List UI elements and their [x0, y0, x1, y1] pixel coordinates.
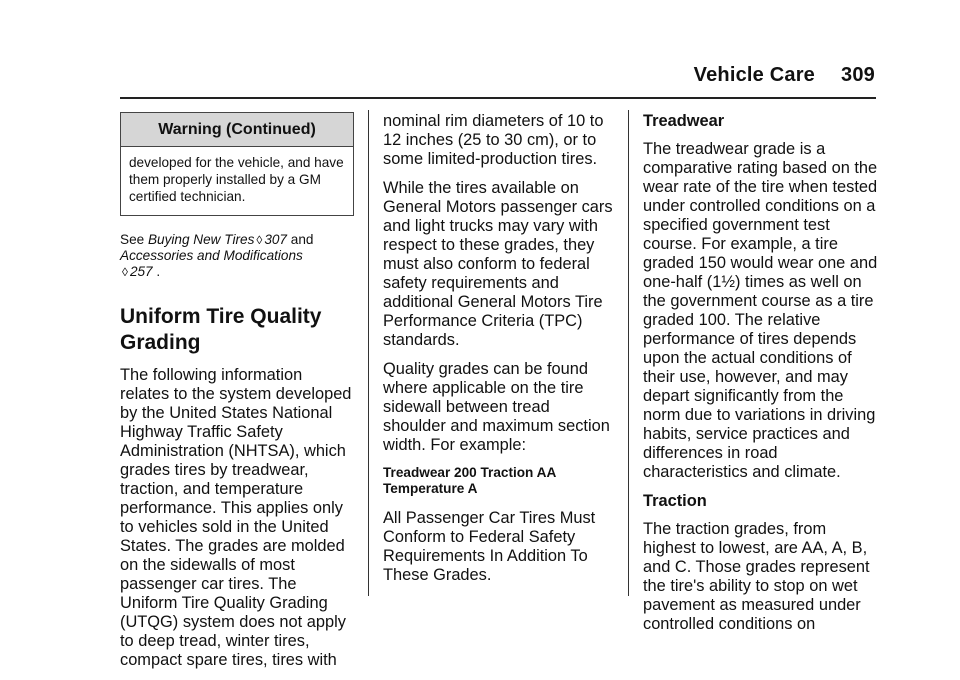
running-head — [694, 64, 875, 87]
column-1 — [120, 112, 354, 680]
section-heading-utqg: Uniform Tire Quality Grading — [120, 305, 322, 354]
paragraph-traction: The traction grades, from highest to lowest, are AA, A, B, and C. Those grades represent the tire's ability to stop on wet pavement as measured under controlled conditions on — [643, 520, 870, 633]
paragraph-utqg-intro: The following information relates to the system developed by the United States National Highway Traffic Safety Administration (NHTSA), which grades tires by treadwear, traction, and temperature performance. This applies only to vehicles sold in the United States. The grades are molded on the sidewalls of most passenger car tires. The Uniform Tire Quality Grading (UTQG) system does not apply to deep tread, winter tires, compact spare tires, tires with — [120, 366, 352, 669]
xref-end: . — [152, 264, 161, 279]
header-divider — [120, 97, 876, 99]
example-grade-text: Treadwear 200 Traction AA Temperature A — [383, 465, 556, 496]
paragraph-rim-diameters: nominal rim diameters of 10 to 12 inches (25 to 30 cm), or to some limited-production tires. — [383, 112, 604, 168]
xref-see: See — [120, 232, 148, 247]
page-reference-arrow-icon: ◊ — [256, 233, 263, 247]
xref-page-2[interactable]: 257 — [129, 264, 153, 279]
xref-link-accessories[interactable]: Accessories and Modifications — [120, 248, 303, 263]
section-title: Vehicle Care — [693, 64, 816, 86]
column-divider-1 — [368, 110, 369, 596]
column-3 — [643, 112, 879, 644]
xref-link-buying-new-tires[interactable]: Buying New Tires — [147, 232, 255, 247]
subheading-traction: Traction — [643, 492, 707, 510]
page-header — [0, 0, 960, 100]
page-number: 309 — [841, 64, 875, 86]
subheading-treadwear: Treadwear — [643, 112, 725, 130]
xref-and: and — [287, 232, 314, 247]
warning-title: Warning (Continued) — [121, 113, 353, 147]
cross-reference — [120, 232, 354, 280]
warning-box — [120, 112, 354, 216]
paragraph-quality-grades: Quality grades can be found where applicable on the tire sidewall between tread shoulder and maximum section width. For example: — [383, 360, 610, 454]
paragraph-conform-notice: All Passenger Car Tires Must Conform to Federal Safety Requirements In Addition To These Grades. — [383, 509, 596, 584]
column-divider-2 — [628, 110, 629, 596]
paragraph-treadwear: The treadwear grade is a comparative rating based on the wear rate of the tire when tested under controlled conditions on a specified government test course. For example, a tire graded 150 would wear one and one-half (1½) times as well on the government course as a tire graded 100. The relative performance of tires depends upon the actual conditions of their use, however, and may depart significantly from the norm due to variations in driving habits, service practices and differences in road characteristics and climate. — [643, 140, 878, 481]
xref-page-1[interactable]: 307 — [264, 232, 287, 247]
column-2 — [383, 112, 613, 595]
paragraph-gm-tires: While the tires available on General Motors passenger cars and light trucks may vary with respect to these grades, they must also conform to federal safety requirements and additional General Motors Tire Performance Criteria (TPC) standards. — [383, 179, 613, 349]
warning-text: developed for the vehicle, and have them properly installed by a GM certified technician. — [129, 155, 344, 204]
page-reference-arrow-icon: ◊ — [122, 265, 128, 279]
